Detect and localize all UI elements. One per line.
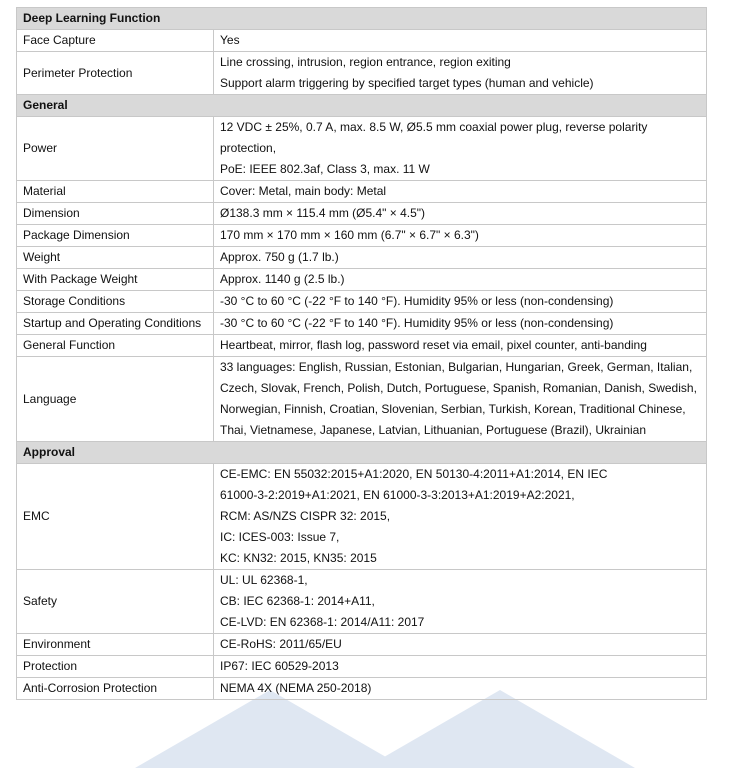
spec-label [17,269,214,291]
section-header-general [17,95,707,117]
spec-row-dimension [17,203,707,225]
spec-label [17,570,214,634]
spec-label [17,203,214,225]
spec-label [17,247,214,269]
spec-value-line: Support alarm triggering by specified target types (human and vehicle) [220,76,594,90]
spec-row-weight [17,247,707,269]
spec-value [214,313,707,335]
spec-value-line: Heartbeat, mirror, flash log, password reset via email, pixel counter, anti-banding [220,338,647,352]
spec-value [214,30,707,52]
spec-value-line: 61000-3-2:2019+A1:2021, EN 61000-3-3:2013+A1:2019+A2:2021, [220,488,575,502]
spec-value [214,117,707,181]
spec-value [214,335,707,357]
spec-row-anti-corrosion-protection [17,678,707,700]
spec-label-text: Safety [23,594,58,608]
spec-row-perimeter-protection [17,52,707,95]
spec-row-emc [17,464,707,570]
spec-value-line: Norwegian, Finnish, Croatian, Slovenian, Serbian, Turkish, Korean, Traditional Chinese, [220,402,686,416]
spec-label-text: Perimeter Protection [23,65,133,80]
spec-label-text: Startup and Operating Conditions [23,316,202,330]
spec-label-text: Material [23,184,66,198]
spec-value-line: 170 mm × 170 mm × 160 mm (6.7" × 6.7" × 6.3") [220,228,479,242]
spec-row-environment [17,634,707,656]
spec-value-line: Ø138.3 mm × 115.4 mm (Ø5.4" × 4.5") [220,206,426,220]
spec-value-line: Approx. 1140 g (2.5 lb.) [220,272,345,286]
section-title: Deep Learning Function [17,8,707,30]
spec-value [214,225,707,247]
spec-value-line: 12 VDC ± 25%, 0.7 A, max. 8.5 W, Ø5.5 mm coaxial power plug, reverse polarity protection, [220,120,648,155]
spec-label [17,30,214,52]
spec-label-text: Package Dimension [23,228,130,242]
spec-value-line: CE-RoHS: 2011/65/EU [220,637,342,651]
spec-label-text: EMC [23,509,50,523]
spec-row-safety [17,570,707,634]
spec-label [17,656,214,678]
spec-label [17,464,214,570]
spec-label [17,335,214,357]
spec-value-line: UL: UL 62368-1, [220,573,308,587]
spec-value-line: Czech, Slovak, French, Polish, Dutch, Portuguese, Spanish, Romanian, Danish, Swedish, [220,381,697,395]
spec-value [214,634,707,656]
spec-label-text: Protection [23,659,78,673]
spec-label-text: Storage Conditions [23,294,126,308]
spec-value-line: -30 °C to 60 °C (-22 °F to 140 °F). Humidity 95% or less (non-condensing) [220,316,614,330]
spec-value-line: PoE: IEEE 802.3af, Class 3, max. 11 W [220,162,430,176]
spec-value-line: CE-LVD: EN 62368-1: 2014/A11: 2017 [220,615,425,629]
spec-label [17,313,214,335]
spec-value-line: Cover: Metal, main body: Metal [220,184,387,198]
spec-row-material [17,181,707,203]
spec-value [214,678,707,700]
spec-value [214,181,707,203]
spec-label [17,52,214,95]
spec-value [214,291,707,313]
spec-value [214,357,707,442]
spec-value-line: Approx. 750 g (1.7 lb.) [220,250,339,264]
spec-value [214,203,707,225]
spec-label [17,678,214,700]
spec-row-protection [17,656,707,678]
spec-label [17,181,214,203]
watermark-left-triangle [135,690,405,768]
spec-row-face-capture [17,30,707,52]
spec-label-text: Dimension [23,206,80,220]
spec-value-line: Line crossing, intrusion, region entrance, region exiting [220,55,511,69]
spec-value-line: RCM: AS/NZS CISPR 32: 2015, [220,509,391,523]
spec-label [17,291,214,313]
spec-value-line: NEMA 4X (NEMA 250-2018) [220,681,372,695]
section-title: Approval [17,442,707,464]
spec-value-line: IC: ICES-003: Issue 7, [220,530,340,544]
spec-value [214,52,707,95]
spec-value-line: Thai, Vietnamese, Japanese, Latvian, Lithuanian, Portuguese (Brazil), Ukrainian [220,423,647,437]
spec-row-language [17,357,707,442]
spec-label-text: Language [23,391,77,406]
watermark-right-triangle [365,690,635,768]
spec-label-text: Power [23,141,58,155]
spec-value-line: KC: KN32: 2015, KN35: 2015 [220,551,377,565]
spec-label-text: Face Capture [23,33,96,47]
spec-value-line: CE-EMC: EN 55032:2015+A1:2020, EN 50130-4:2011+A1:2014, EN IEC [220,467,608,481]
spec-label [17,357,214,442]
spec-value [214,464,707,570]
spec-value-line: IP67: IEC 60529-2013 [220,659,339,673]
spec-value-line: CB: IEC 62368-1: 2014+A11, [220,594,375,608]
section-header-approval [17,442,707,464]
spec-row-with-package-weight [17,269,707,291]
spec-value-line: Yes [220,33,240,47]
section-title: General [17,95,707,117]
spec-label-text: Weight [23,250,61,264]
spec-table-body [17,8,707,700]
spec-label-text: Anti-Corrosion Protection [23,681,158,695]
spec-row-power [17,117,707,181]
spec-row-storage-conditions [17,291,707,313]
spec-label-text: General Function [23,338,116,352]
spec-row-general-function [17,335,707,357]
spec-value [214,269,707,291]
section-header-deep-learning-function [17,8,707,30]
spec-table [16,7,707,700]
spec-value-line: -30 °C to 60 °C (-22 °F to 140 °F). Humidity 95% or less (non-condensing) [220,294,614,308]
spec-value [214,247,707,269]
spec-label [17,634,214,656]
spec-value [214,570,707,634]
spec-label [17,225,214,247]
spec-label-text: With Package Weight [23,272,138,286]
spec-row-package-dimension [17,225,707,247]
spec-label-text: Environment [23,637,91,651]
spec-label [17,117,214,181]
spec-row-startup-and-operating-conditions [17,313,707,335]
spec-value-line: 33 languages: English, Russian, Estonian, Bulgarian, Hungarian, Greek, German, Italian, [220,360,693,374]
spec-value [214,656,707,678]
